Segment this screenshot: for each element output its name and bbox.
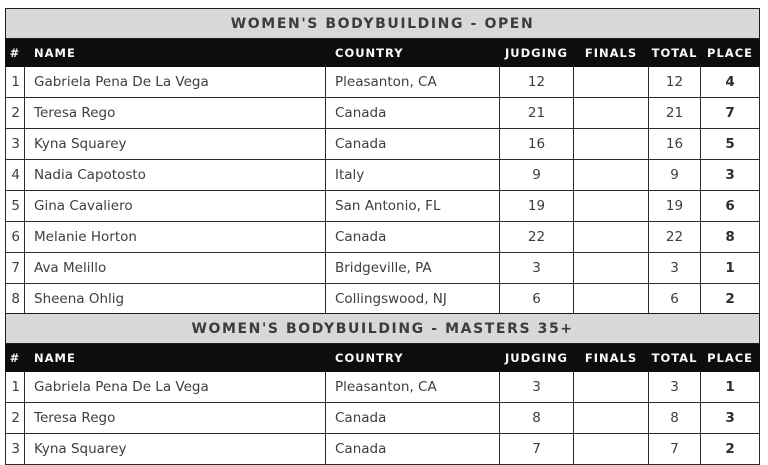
table-title: WOMEN'S BODYBUILDING - MASTERS 35+	[6, 314, 760, 344]
column-header-row	[6, 344, 760, 372]
competitor-country: San Antonio, FL	[326, 191, 500, 222]
table-row	[6, 284, 760, 315]
finals-score	[574, 160, 649, 191]
place: 1	[701, 253, 760, 284]
total-score: 12	[649, 67, 701, 98]
entry-number: 1	[6, 67, 25, 98]
total-score: 6	[649, 284, 701, 315]
finals-score	[574, 222, 649, 253]
table-title-row	[6, 9, 760, 39]
total-score: 3	[649, 253, 701, 284]
entry-number: 8	[6, 284, 25, 315]
column-header-total: TOTAL	[649, 344, 701, 372]
judging-score: 16	[500, 129, 574, 160]
table-row	[6, 253, 760, 284]
column-header-num: #	[6, 39, 25, 67]
table-row	[6, 222, 760, 253]
judging-score: 7	[500, 434, 574, 465]
total-score: 16	[649, 129, 701, 160]
place: 2	[701, 284, 760, 315]
entry-number: 2	[6, 98, 25, 129]
place: 1	[701, 372, 760, 403]
finals-score	[574, 403, 649, 434]
total-score: 3	[649, 372, 701, 403]
finals-score	[574, 191, 649, 222]
judging-score: 21	[500, 98, 574, 129]
column-header-country: COUNTRY	[326, 39, 500, 67]
column-header-name: NAME	[25, 344, 326, 372]
table-row	[6, 191, 760, 222]
place: 3	[701, 160, 760, 191]
total-score: 9	[649, 160, 701, 191]
results-table-masters-35	[5, 313, 760, 465]
finals-score	[574, 372, 649, 403]
total-score: 19	[649, 191, 701, 222]
entry-number: 5	[6, 191, 25, 222]
results-table-open	[5, 8, 760, 315]
finals-score	[574, 253, 649, 284]
table-row	[6, 160, 760, 191]
competitor-name: Gabriela Pena De La Vega	[25, 67, 326, 98]
competitor-name: Gabriela Pena De La Vega	[25, 372, 326, 403]
total-score: 22	[649, 222, 701, 253]
competitor-country: Pleasanton, CA	[326, 67, 500, 98]
table-title-row	[6, 314, 760, 344]
place: 5	[701, 129, 760, 160]
place: 2	[701, 434, 760, 465]
finals-score	[574, 129, 649, 160]
entry-number: 2	[6, 403, 25, 434]
table-row	[6, 434, 760, 465]
table-row	[6, 372, 760, 403]
competitor-country: Canada	[326, 403, 500, 434]
judging-score: 3	[500, 253, 574, 284]
competitor-country: Canada	[326, 129, 500, 160]
competitor-name: Sheena Ohlig	[25, 284, 326, 315]
judging-score: 9	[500, 160, 574, 191]
column-header-place: PLACE	[701, 39, 760, 67]
competitor-country: Canada	[326, 222, 500, 253]
competitor-name: Kyna Squarey	[25, 129, 326, 160]
place: 4	[701, 67, 760, 98]
column-header-judging: JUDGING	[500, 39, 574, 67]
judging-score: 8	[500, 403, 574, 434]
competitor-country: Pleasanton, CA	[326, 372, 500, 403]
competitor-name: Nadia Capotosto	[25, 160, 326, 191]
judging-score: 12	[500, 67, 574, 98]
total-score: 8	[649, 403, 701, 434]
column-header-finals: FINALS	[574, 39, 649, 67]
competitor-country: Canada	[326, 434, 500, 465]
entry-number: 3	[6, 434, 25, 465]
competitor-country: Bridgeville, PA	[326, 253, 500, 284]
table-row	[6, 67, 760, 98]
finals-score	[574, 98, 649, 129]
total-score: 21	[649, 98, 701, 129]
column-header-row	[6, 39, 760, 67]
competitor-name: Gina Cavaliero	[25, 191, 326, 222]
place: 7	[701, 98, 760, 129]
finals-score	[574, 434, 649, 465]
competitor-country: Canada	[326, 98, 500, 129]
judging-score: 19	[500, 191, 574, 222]
column-header-judging: JUDGING	[500, 344, 574, 372]
entry-number: 3	[6, 129, 25, 160]
place: 3	[701, 403, 760, 434]
entry-number: 4	[6, 160, 25, 191]
competitor-name: Teresa Rego	[25, 98, 326, 129]
column-header-finals: FINALS	[574, 344, 649, 372]
finals-score	[574, 67, 649, 98]
entry-number: 6	[6, 222, 25, 253]
table-title: WOMEN'S BODYBUILDING - OPEN	[6, 9, 760, 39]
total-score: 7	[649, 434, 701, 465]
judging-score: 6	[500, 284, 574, 315]
place: 8	[701, 222, 760, 253]
column-header-country: COUNTRY	[326, 344, 500, 372]
entry-number: 7	[6, 253, 25, 284]
column-header-total: TOTAL	[649, 39, 701, 67]
competitor-name: Teresa Rego	[25, 403, 326, 434]
place: 6	[701, 191, 760, 222]
judging-score: 3	[500, 372, 574, 403]
table-row	[6, 403, 760, 434]
judging-score: 22	[500, 222, 574, 253]
table-row	[6, 129, 760, 160]
entry-number: 1	[6, 372, 25, 403]
competitor-name: Kyna Squarey	[25, 434, 326, 465]
competitor-name: Ava Melillo	[25, 253, 326, 284]
table-row	[6, 98, 760, 129]
column-header-num: #	[6, 344, 25, 372]
column-header-name: NAME	[25, 39, 326, 67]
competitor-country: Collingswood, NJ	[326, 284, 500, 315]
competitor-country: Italy	[326, 160, 500, 191]
finals-score	[574, 284, 649, 315]
competitor-name: Melanie Horton	[25, 222, 326, 253]
column-header-place: PLACE	[701, 344, 760, 372]
